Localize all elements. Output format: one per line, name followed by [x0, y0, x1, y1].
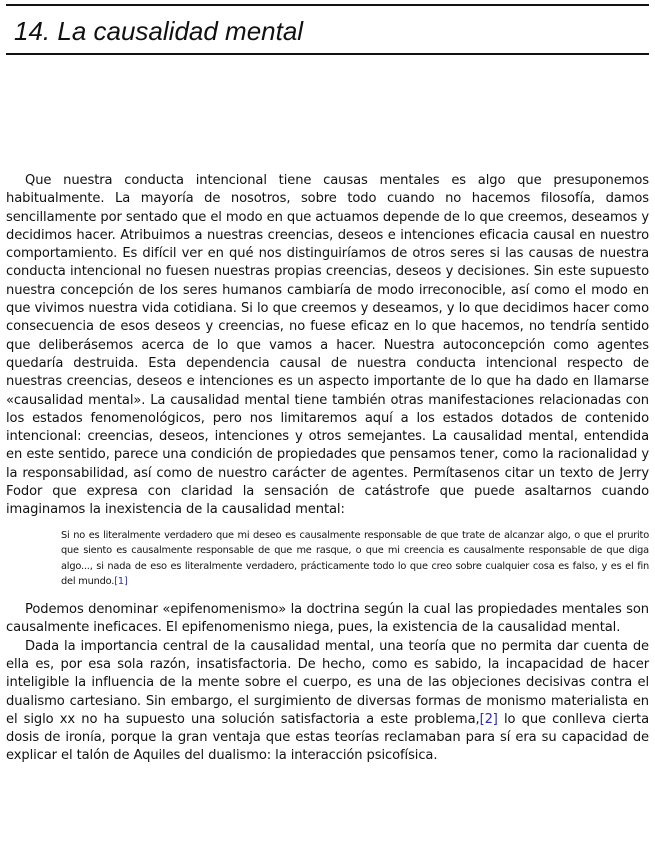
- block-quote: [61, 528, 649, 590]
- footnote-link-1[interactable]: [1]: [114, 576, 128, 588]
- quote-text: Si no es literalmente verdadero que mi deseo es causalmente responsable de que trate de alcanzar algo, o que el prurito que siento es causalmente responsable de que me rasque, o que mi creencia es causalmente responsable de que diga algo..., si nada de eso es literalmente verdadero, prácticamente todo lo que creo sobre cualquier cosa es falso, y es el fin del mundo.: [61, 529, 649, 588]
- paragraph-epiphenomenalism: Podemos denominar «epifenomenismo» la doctrina según la cual las propiedades mentales son causalmente ineficaces. El epifenomenismo niega, pues, la existencia de la causalidad mental.: [6, 602, 649, 636]
- paragraph-intro: Que nuestra conducta intencional tiene causas mentales es algo que presuponemos habitualmente. La mayoría de nosotros, sobre todo cuando no hacemos filosofía, damos sencillamente por sentado que el modo en que actuamos depende de lo que creemos, deseamos y decidimos hacer. Atribuimos a nuestras creencias, deseos e intenciones eficacia causal en nuestro comportamiento. Es difícil ver en qué nos distinguiríamos de otros seres si las causas de nuestra conducta intencional no fuesen nuestras propias creencias, deseos y decisiones. Sin este supuesto nuestra concepción de los seres humanos cambiaría de modo irreconocible, así como el modo en que vivimos nuestra vida cotidiana. Si lo que creemos y deseamos, y lo que decidimos hacer como consecuencia de esos deseos y creencias, no fuese eficaz en lo que hacemos, no tendría sentido que deliberásemos acerca de lo que vamos a hacer. Nuestra autoconcepción como agentes quedaría destruida. Esta dependencia causal de nuestra conducta intencional respecto de nuestras creencias, deseos e intenciones es un aspecto importante de lo que ha dado en llamarse «causalidad mental». La causalidad mental tiene también otras manifestaciones relacionadas con los estados fenomenológicos, pero nos limitaremos aquí a los estados dotados de contenido intencional: creencias, deseos, intenciones y otros semejantes. La causalidad mental, entendida en este sentido, parece una condición de propiedades que pensamos tener, como la racionalidad y la responsabilidad, así como de nuestro carácter de agentes. Permítasenos citar un texto de Jerry Fodor que expresa con claridad la sensación de catástrofe que puede asaltarnos cuando imaginamos la inexistencia de la causalidad mental:: [6, 173, 649, 518]
- chapter-title: 14. La causalidad mental: [14, 16, 304, 46]
- footnote-link-2[interactable]: [2]: [479, 711, 498, 727]
- chapter-body: [6, 172, 649, 766]
- paragraph-dualism: [6, 638, 649, 766]
- chapter-header: [6, 4, 649, 55]
- paragraph-dualism-text: Dada la importancia central de la causalidad mental, una teoría que no permita dar cuenta de ella es, por esa sola razón, insatisfactoria. De hecho, como es sabido, la incapacidad de hacer inteligible la influencia de la mente sobre el cuerpo, es una de las objeciones decisivas contra el dualismo cartesiano. Sin embargo, el surgimiento de diversas formas de monismo materialista en el siglo xx no ha supuesto una solución satisfactoria a este problema,: [6, 638, 649, 727]
- paragraph-dualism-text-end: lo que conlleva cierta dosis de ironía, porque la gran ventaja que estas teorías reclamaban para sí era su capacidad de explicar el talón de Aquiles del dualismo: la interacción psicofísica.: [6, 711, 650, 764]
